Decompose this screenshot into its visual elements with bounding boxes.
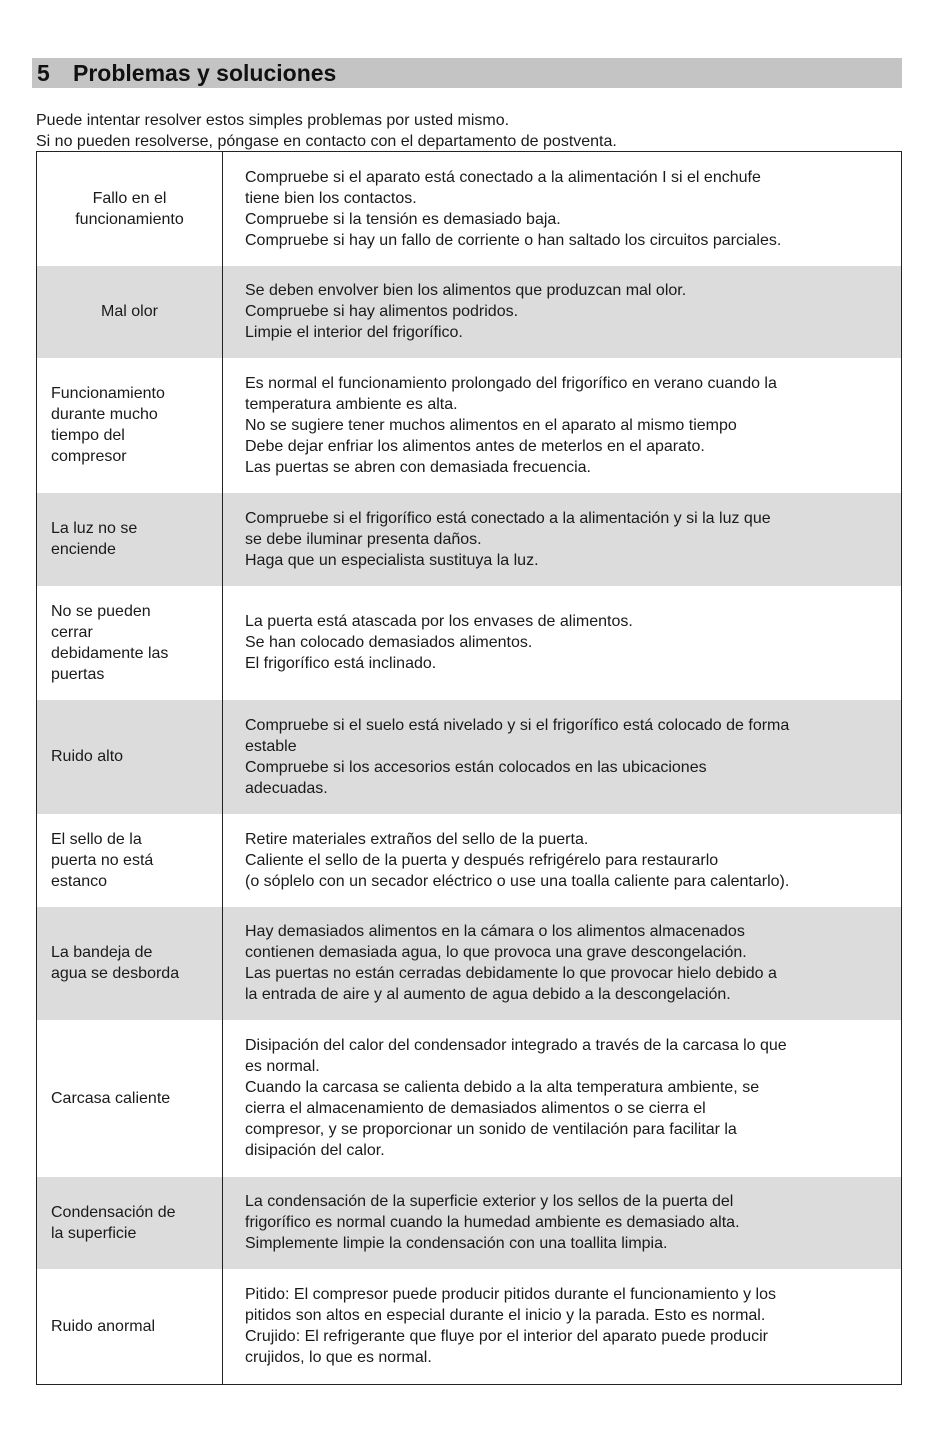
solution-cell bbox=[223, 152, 902, 266]
solution-cell bbox=[223, 358, 902, 493]
problem-text: Condensación de bbox=[51, 1203, 176, 1221]
problem-cell bbox=[37, 814, 223, 907]
table-row bbox=[37, 493, 902, 586]
problem-text: estanco bbox=[51, 872, 108, 890]
solution-text: Compruebe si el aparato está conectado a la alimentación I si el enchufe bbox=[245, 168, 761, 186]
solution-cell bbox=[223, 1020, 902, 1177]
solution-text: Las puertas no están cerradas debidamente lo que provocar hielo debido a bbox=[245, 965, 777, 982]
problem-text: compresor bbox=[51, 448, 127, 465]
intro-line: Si no pueden resolverse, póngase en contacto con el departamento de postventa. bbox=[36, 133, 617, 150]
solution-text: estable bbox=[245, 737, 297, 755]
solution-text: crujidos, lo que es normal. bbox=[245, 1349, 432, 1367]
solution-text: temperatura ambiente es alta. bbox=[245, 395, 458, 413]
problem-text: Funcionamiento bbox=[51, 385, 165, 402]
solution-cell bbox=[223, 1177, 902, 1269]
problem-text: puertas bbox=[51, 665, 105, 683]
problem-cell bbox=[37, 266, 223, 358]
solution-cell bbox=[223, 700, 902, 814]
solution-cell bbox=[223, 493, 902, 586]
problem-cell bbox=[37, 907, 223, 1020]
problem-text: la superficie bbox=[51, 1224, 137, 1242]
solution-cell bbox=[223, 907, 902, 1020]
solution-text: Disipación del calor del condensador integrado a través de la carcasa lo que bbox=[245, 1037, 787, 1054]
problem-cell bbox=[37, 1020, 223, 1177]
problem-text: enciende bbox=[51, 541, 116, 558]
table-row bbox=[37, 814, 902, 907]
solution-text: pitidos son altos en especial durante el inicio y la parada. Esto es normal. bbox=[245, 1307, 766, 1325]
solution-text: compresor, y se proporcionar un sonido de ventilación para facilitar la bbox=[245, 1121, 737, 1138]
solution-text: tiene bien los contactos. bbox=[245, 189, 417, 207]
problem-cell bbox=[37, 152, 223, 266]
solution-text: Compruebe si el frigorífico está conectado a la alimentación y si la luz que bbox=[245, 509, 771, 527]
solution-text: la entrada de aire y al aumento de agua debido a la descongelación. bbox=[245, 986, 731, 1003]
solution-text: Es normal el funcionamiento prolongado del frigorífico en verano cuando la bbox=[245, 374, 777, 392]
section-title: Problemas y soluciones bbox=[73, 60, 337, 86]
solution-text: La condensación de la superficie exterior y los sellos de la puerta del bbox=[245, 1193, 734, 1210]
table-row bbox=[37, 1177, 902, 1269]
problem-text: Ruido alto bbox=[51, 748, 124, 765]
table-row bbox=[37, 1020, 902, 1177]
solution-text: Simplemente limpie la condensación con una toallita limpia. bbox=[245, 1235, 668, 1252]
solution-text: adecuadas. bbox=[245, 779, 328, 797]
solution-text: (o sóplelo con un secador eléctrico o use una toalla caliente para calentarlo). bbox=[245, 872, 790, 890]
solution-text: Pitido: El compresor puede producir pitidos durante el funcionamiento y los bbox=[245, 1286, 776, 1304]
solution-text: Compruebe si hay alimentos podridos. bbox=[245, 303, 519, 320]
solution-text: Las puertas se abren con demasiada frecuencia. bbox=[245, 458, 591, 476]
solution-text: es normal. bbox=[245, 1058, 320, 1075]
table-row bbox=[37, 907, 902, 1020]
problem-text: debidamente las bbox=[51, 644, 169, 662]
problem-text: No se pueden bbox=[51, 602, 151, 620]
section-number: 5 bbox=[37, 60, 50, 86]
problem-cell bbox=[37, 358, 223, 493]
problem-text: La bandeja de bbox=[51, 944, 153, 961]
solution-cell bbox=[223, 266, 902, 358]
table-row bbox=[37, 152, 902, 266]
solution-text: Hay demasiados alimentos en la cámara o los alimentos almacenados bbox=[245, 923, 745, 940]
problem-text: tiempo del bbox=[51, 427, 125, 444]
solution-text: No se sugiere tener muchos alimentos en el aparato al mismo tiempo bbox=[245, 416, 737, 434]
problem-text: Carcasa caliente bbox=[51, 1089, 171, 1107]
solution-text: Compruebe si el suelo está nivelado y si el frigorífico está colocado de forma bbox=[245, 716, 790, 734]
table-row bbox=[37, 266, 902, 358]
problem-cell bbox=[37, 1269, 223, 1385]
solution-text: se debe iluminar presenta daños. bbox=[245, 530, 482, 548]
intro-text bbox=[36, 110, 617, 152]
problem-cell bbox=[37, 700, 223, 814]
problem-text: agua se desborda bbox=[51, 965, 180, 982]
solution-text: Retire materiales extraños del sello de la puerta. bbox=[245, 830, 589, 848]
table-row bbox=[37, 358, 902, 493]
table-row bbox=[37, 700, 902, 814]
solution-text: Crujido: El refrigerante que fluye por el interior del aparato puede producir bbox=[245, 1328, 768, 1346]
problem-text: cerrar bbox=[51, 623, 93, 641]
solution-text: disipación del calor. bbox=[245, 1142, 385, 1159]
solution-text: La puerta está atascada por los envases de alimentos. bbox=[245, 613, 633, 630]
problem-text: Mal olor bbox=[101, 303, 158, 320]
troubleshooting-table bbox=[36, 151, 902, 1385]
problem-cell bbox=[37, 1177, 223, 1269]
problem-text: funcionamiento bbox=[75, 210, 184, 228]
solution-text: cierra el almacenamiento de demasiados alimentos o se cierra el bbox=[245, 1100, 706, 1117]
solution-cell bbox=[223, 814, 902, 907]
problem-cell bbox=[37, 586, 223, 700]
solution-cell bbox=[223, 1269, 902, 1385]
solution-text: contienen demasiada agua, lo que provoca una grave descongelación. bbox=[245, 944, 747, 961]
solution-text: frigorífico es normal cuando la humedad ambiente es demasiado alta. bbox=[245, 1214, 740, 1231]
solution-cell bbox=[223, 586, 902, 700]
intro-line: Puede intentar resolver estos simples problemas por usted mismo. bbox=[36, 112, 510, 129]
solution-text: Compruebe si la tensión es demasiado baja. bbox=[245, 210, 561, 228]
problem-text: Ruido anormal bbox=[51, 1317, 156, 1335]
problem-cell bbox=[37, 493, 223, 586]
table-row bbox=[37, 586, 902, 700]
solution-text: Haga que un especialista sustituya la luz. bbox=[245, 551, 539, 569]
problem-text: durante mucho bbox=[51, 406, 158, 423]
solution-text: Cuando la carcasa se calienta debido a la alta temperatura ambiente, se bbox=[245, 1079, 760, 1096]
solution-text: Limpie el interior del frigorífico. bbox=[245, 324, 463, 341]
solution-text: Caliente el sello de la puerta y después refrigérelo para restaurarlo bbox=[245, 851, 719, 869]
section-header bbox=[32, 58, 902, 88]
table-row bbox=[37, 1269, 902, 1385]
solution-text: El frigorífico está inclinado. bbox=[245, 655, 437, 672]
solution-text: Se han colocado demasiados alimentos. bbox=[245, 634, 533, 651]
troubleshooting-table-body bbox=[37, 152, 902, 1385]
problem-text: Fallo en el bbox=[92, 189, 167, 207]
problem-text: La luz no se bbox=[51, 520, 138, 537]
solution-text: Se deben envolver bien los alimentos que produzcan mal olor. bbox=[245, 282, 687, 299]
solution-text: Compruebe si hay un fallo de corriente o han saltado los circuitos parciales. bbox=[245, 231, 782, 249]
solution-text: Debe dejar enfriar los alimentos antes de meterlos en el aparato. bbox=[245, 437, 705, 455]
problem-text: puerta no está bbox=[51, 851, 154, 869]
problem-text: El sello de la bbox=[51, 830, 142, 848]
solution-text: Compruebe si los accesorios están colocados en las ubicaciones bbox=[245, 758, 707, 776]
